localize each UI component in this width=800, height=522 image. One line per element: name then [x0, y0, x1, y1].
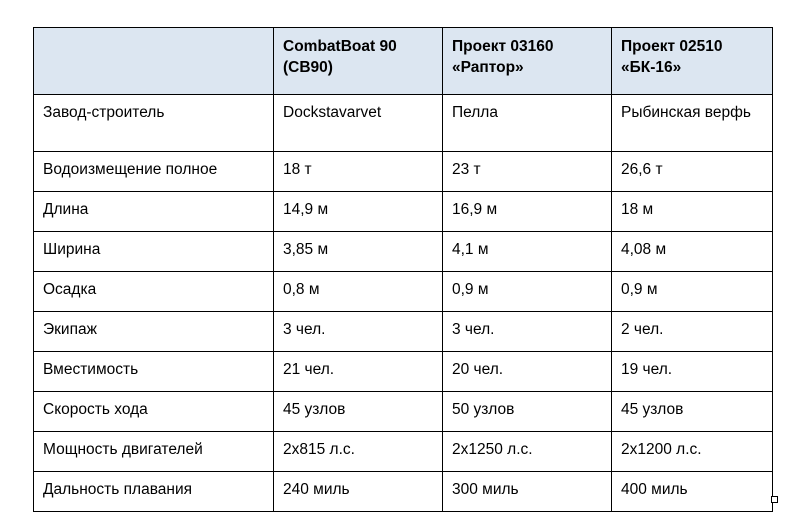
- table-cell: 400 миль: [612, 472, 773, 512]
- table-cell: Пелла: [443, 95, 612, 152]
- row-label: Ширина: [34, 232, 274, 272]
- table-row: [34, 432, 773, 472]
- table-row: [34, 312, 773, 352]
- row-label: Мощность двигателей: [34, 432, 274, 472]
- table-cell: 2x1250 л.с.: [443, 432, 612, 472]
- row-label: Водоизмещение полное: [34, 152, 274, 192]
- table-cell: 45 узлов: [612, 392, 773, 432]
- table-cell: 2x815 л.с.: [274, 432, 443, 472]
- table-row: [34, 272, 773, 312]
- header-row: [34, 28, 773, 95]
- table-cell: 18 т: [274, 152, 443, 192]
- row-label: Дальность плавания: [34, 472, 274, 512]
- row-label: Длина: [34, 192, 274, 232]
- table-cell: 2 чел.: [612, 312, 773, 352]
- table-cell: Dockstavarvet: [274, 95, 443, 152]
- table-row: [34, 95, 773, 152]
- comparison-table: [33, 27, 773, 512]
- table-resize-handle[interactable]: [771, 496, 778, 503]
- header-cell-corner: [34, 28, 274, 95]
- table-cell: 3,85 м: [274, 232, 443, 272]
- table-cell: 240 миль: [274, 472, 443, 512]
- table-cell: 0,9 м: [612, 272, 773, 312]
- table-cell: 4,1 м: [443, 232, 612, 272]
- table-cell: 300 миль: [443, 472, 612, 512]
- table-cell: 23 т: [443, 152, 612, 192]
- row-label: Вместимость: [34, 352, 274, 392]
- table-row: [34, 152, 773, 192]
- table-row: [34, 192, 773, 232]
- table-cell: 19 чел.: [612, 352, 773, 392]
- table-cell: 16,9 м: [443, 192, 612, 232]
- header-cell-cb90: CombatBoat 90 (CB90): [274, 28, 443, 95]
- table-cell: 26,6 т: [612, 152, 773, 192]
- table-cell: 0,9 м: [443, 272, 612, 312]
- table-cell: 21 чел.: [274, 352, 443, 392]
- table-cell: 4,08 м: [612, 232, 773, 272]
- row-label: Осадка: [34, 272, 274, 312]
- table-row: [34, 472, 773, 512]
- table-cell: 14,9 м: [274, 192, 443, 232]
- table-cell: 45 узлов: [274, 392, 443, 432]
- header-cell-raptor: Проект 03160 «Раптор»: [443, 28, 612, 95]
- table-cell: 20 чел.: [443, 352, 612, 392]
- table-cell: Рыбинская верфь: [612, 95, 773, 152]
- table-row: [34, 232, 773, 272]
- table-row: [34, 352, 773, 392]
- row-label: Экипаж: [34, 312, 274, 352]
- header-cell-bk16: Проект 02510 «БК-16»: [612, 28, 773, 95]
- table-cell: 2x1200 л.с.: [612, 432, 773, 472]
- table-cell: 0,8 м: [274, 272, 443, 312]
- table-cell: 3 чел.: [274, 312, 443, 352]
- table-row: [34, 392, 773, 432]
- row-label: Скорость хода: [34, 392, 274, 432]
- table-cell: 50 узлов: [443, 392, 612, 432]
- table-cell: 3 чел.: [443, 312, 612, 352]
- row-label: Завод-строитель: [34, 95, 274, 152]
- table-cell: 18 м: [612, 192, 773, 232]
